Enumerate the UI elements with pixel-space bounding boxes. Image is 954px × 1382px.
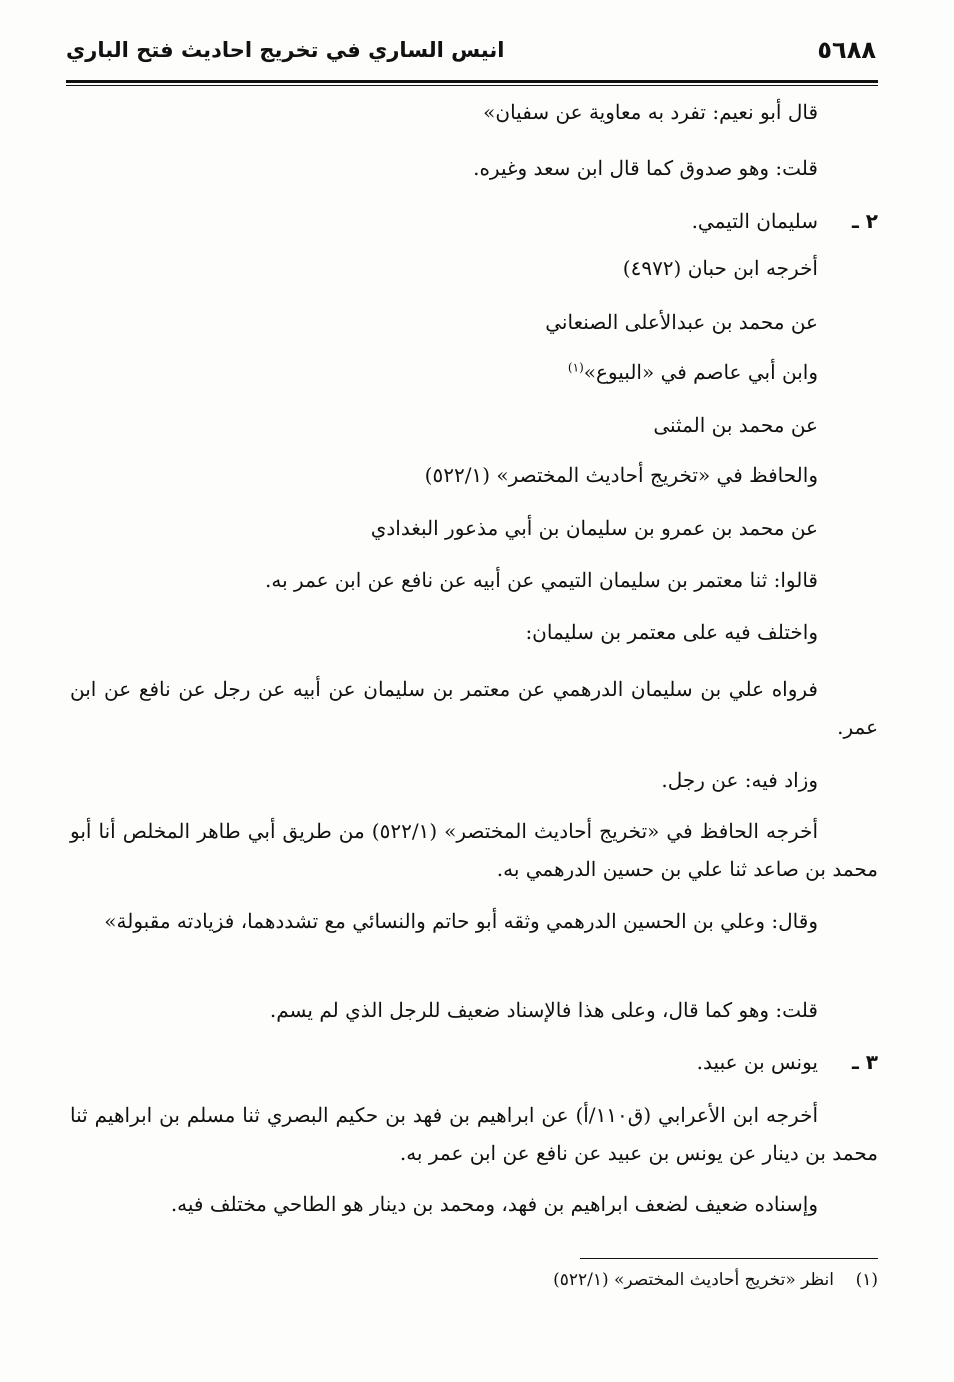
text-line: قال أبو نعيم: تفرد به معاوية عن سفيان» [483,100,818,124]
text-line: واختلف فيه على معتمر بن سليمان: [525,620,818,644]
footnote-marker: (١) [855,1270,878,1290]
text-line: قلت: وهو كما قال، وعلى هذا فالإسناد ضعيف للرجل الذي لم يسم. [269,998,818,1022]
text-line: والحافظ في «تخريج أحاديث المختصر» (٥٢٢/١) [424,463,818,487]
text-line: وزاد فيه: عن رجل. [661,768,818,792]
text-line [568,360,818,384]
paragraph: أخرجه الحافظ في «تخريج أحاديث المختصر» (٥٢٢/١) من طريق أبي طاهر المخلص أنا أبو محمد بن صاعد ثنا علي بن حسين الدرهمي به. [70,819,878,881]
footnote-reference: (١) [567,360,584,375]
footnote [553,1270,878,1290]
page-number: ٥٦٨٨ [817,36,876,64]
text-line: عن محمد بن المثنى [653,413,818,437]
header-rule-thick [66,80,878,83]
footnote-text: انظر «تخريج أحاديث المختصر» (٥٢٢/١) [553,1270,834,1290]
text-line: عن محمد بن عبدالأعلى الصنعاني [545,310,818,334]
text-line: وإسناده ضعيف لضعف ابراهيم بن فهد، ومحمد بن دينار هو الطاحي مختلف فيه. [170,1192,818,1216]
item-number: ٣ ـ [851,1050,878,1074]
item-title: سليمان التيمي. [691,209,818,233]
paragraph: أخرجه ابن الأعرابي (ق١١٠/أ) عن ابراهيم بن فهد بن حكيم البصري ثنا مسلم بن ابراهيم ثنا محمد بن دينار عن يونس بن عبيد عن نافع عن ابن عمر به. [70,1103,878,1165]
text-line-content: وابن أبي عاصم في «البيوع» [583,360,818,384]
item-number: ٢ ـ [851,209,878,233]
text-line: أخرجه ابن حبان (٤٩٧٢) [622,256,818,280]
footnote-rule [580,1258,878,1259]
header-rule-thin [66,85,878,86]
book-title: انيس الساري في تخريج احاديث فتح الباري [66,38,505,62]
item-title: يونس بن عبيد. [696,1050,818,1074]
paragraph: وقال: وعلي بن الحسين الدرهمي وثقه أبو حاتم والنسائي مع تشددهما، فزيادته مقبولة» [104,909,818,933]
text-line: عن محمد بن عمرو بن سليمان بن أبي مذعور البغدادي [370,516,818,540]
paragraph: فرواه علي بن سليمان الدرهمي عن معتمر بن سليمان عن أبيه عن رجل عن نافع عن ابن عمر. [70,677,878,739]
text-line: قلت: وهو صدوق كما قال ابن سعد وغيره. [473,156,818,180]
text-line: قالوا: ثنا معتمر بن سليمان التيمي عن أبيه عن نافع عن ابن عمر به. [265,568,818,592]
running-header [66,32,876,78]
